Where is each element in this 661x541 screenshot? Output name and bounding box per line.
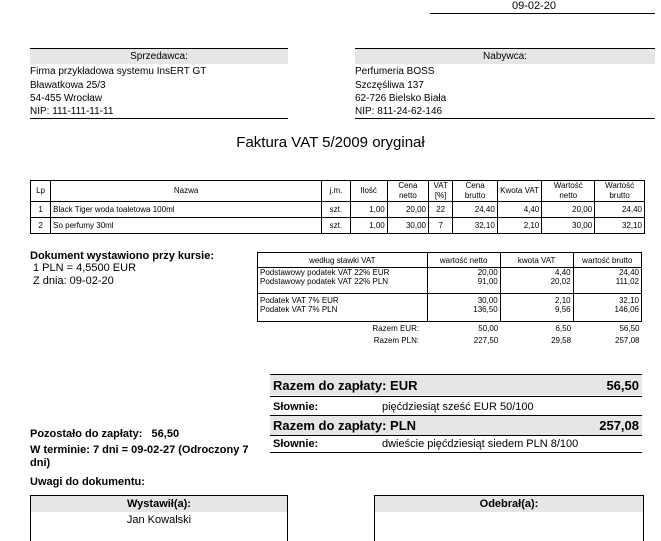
- remarks-label: Uwagi do dokumentu:: [30, 476, 145, 488]
- cell-lp: 1: [31, 202, 51, 218]
- received-by-heading: Odebrał(a):: [375, 496, 643, 512]
- cell-cena-brutto: 32,10: [453, 218, 497, 234]
- vat-cell-kwota: 20,02: [500, 277, 573, 294]
- vat-total-label: Razem PLN:: [373, 336, 420, 345]
- vat-cell-brutto: 111,02: [573, 277, 641, 294]
- vat-cell-kwota: 4,40: [500, 268, 573, 278]
- cell-jm: szt.: [322, 202, 351, 218]
- cell-vat: 22: [429, 202, 453, 218]
- vat-total-netto: 50,00: [478, 324, 499, 333]
- seller-block: [30, 48, 288, 119]
- cell-cena-netto: 30,00: [387, 218, 428, 234]
- vat-cell-brutto: 24,40: [573, 268, 641, 278]
- vat-total-kwota: 29,58: [551, 336, 572, 345]
- buyer-bottom-rule: [355, 118, 655, 119]
- vat-col-brutto: wartość brutto: [573, 253, 641, 268]
- cell-jm: szt.: [322, 218, 351, 234]
- exchange-block: [30, 250, 255, 288]
- seller-nip: NIP: 111-111-11-11: [30, 106, 114, 117]
- document-date: 09-02-20: [512, 0, 557, 12]
- vat-cell-brutto: 146,06: [573, 305, 641, 322]
- col-ilosc: Ilość: [350, 181, 387, 202]
- due-eur-words: pięćdziesiąt sześć EUR 50/100: [382, 401, 534, 413]
- vat-total-netto: 227,50: [473, 336, 499, 345]
- vat-col-netto: wartość netto: [427, 253, 500, 268]
- cell-ilosc: 1,00: [350, 218, 387, 234]
- items-header-row: [31, 181, 645, 202]
- table-row: [31, 218, 645, 234]
- vat-cell-netto: 91,00: [427, 277, 500, 294]
- remaining-amount: 56,50: [151, 428, 180, 440]
- due-bottom-rule: [270, 452, 642, 453]
- cell-wartosc-brutto: 32,10: [595, 218, 645, 234]
- buyer-heading: Nabywca:: [355, 48, 655, 64]
- seller-city: 54-455 Wrocław: [30, 93, 103, 104]
- vat-total-row: [258, 322, 642, 334]
- cell-cena-netto: 20,00: [387, 202, 428, 218]
- buyer-city: 62-726 Bielsko Biała: [355, 93, 447, 104]
- seller-street: Bławatkowa 25/3: [30, 80, 106, 91]
- cell-nazwa: Black Tiger woda toaletowa 100ml: [51, 202, 322, 218]
- cell-kwota-vat: 2,10: [497, 218, 541, 234]
- buyer-nip: NIP: 811-24-62-146: [355, 106, 443, 117]
- col-kwota-vat: Kwota VAT: [497, 181, 541, 202]
- invoice-title: Faktura VAT 5/2009 oryginał: [236, 134, 425, 151]
- due-pln-words-label: Słownie:: [273, 438, 319, 450]
- vat-total-row: [258, 333, 642, 345]
- vat-header-row: [258, 253, 642, 268]
- col-cena-brutto: Cena brutto: [453, 181, 497, 202]
- due-pln-label: Razem do zapłaty: PLN: [273, 418, 417, 433]
- cell-wartosc-brutto: 24,40: [595, 202, 645, 218]
- exchange-heading: Dokument wystawiono przy kursie:: [30, 250, 214, 262]
- issued-by-name: Jan Kowalski: [126, 514, 192, 526]
- vat-summary-table: [257, 252, 642, 345]
- due-eur-words-row: [270, 396, 642, 415]
- vat-col-kwota: kwota VAT: [500, 253, 573, 268]
- vat-cell-rate: Podatek VAT 7% PLN: [258, 305, 428, 322]
- vat-cell-kwota: 2,10: [500, 294, 573, 306]
- vat-cell-rate: Podatek VAT 7% EUR: [258, 294, 428, 306]
- col-nazwa: Nazwa: [51, 181, 322, 202]
- due-eur-bar: [270, 374, 642, 395]
- remaining-label: Pozostało do zapłaty:: [30, 428, 143, 440]
- vat-total-brutto: 257,08: [615, 336, 640, 345]
- vat-cell-rate: Podstawowy podatek VAT 22% PLN: [258, 277, 428, 294]
- vat-cell-rate: Podstawowy podatek VAT 22% EUR: [258, 268, 428, 278]
- exchange-date: Z dnia: 09-02-20: [33, 275, 114, 287]
- buyer-street: Szczęśliwa 137: [355, 80, 424, 91]
- exchange-rate: 1 PLN = 4,5500 EUR: [33, 262, 137, 274]
- due-eur-amount: 56,50: [606, 378, 639, 393]
- vat-total-kwota: 6,50: [555, 324, 572, 333]
- buyer-name: Perfumeria BOSS: [355, 66, 435, 77]
- col-jm: j.m.: [322, 181, 351, 202]
- table-row: [258, 268, 642, 278]
- due-eur-label: Razem do zapłaty: EUR: [273, 378, 418, 393]
- vat-cell-netto: 20,00: [427, 268, 500, 278]
- seller-bottom-rule: [30, 118, 288, 119]
- col-lp: Lp: [31, 181, 51, 202]
- cell-cena-brutto: 24,40: [453, 202, 497, 218]
- vat-col-rate: według stawki VAT: [258, 253, 428, 268]
- buyer-block: [355, 48, 655, 119]
- received-by-box: [374, 495, 644, 541]
- vat-total-brutto: 56,50: [619, 324, 640, 333]
- seller-name: Firma przykładowa systemu InsERT GT: [30, 66, 207, 77]
- seller-heading: Sprzedawca:: [30, 48, 288, 64]
- due-pln-words: dwieście pięćdziesiąt siedem PLN 8/100: [382, 438, 579, 450]
- items-table: [30, 180, 645, 234]
- cell-wartosc-netto: 20,00: [542, 202, 595, 218]
- cell-ilosc: 1,00: [350, 202, 387, 218]
- issued-by-box: [30, 495, 288, 541]
- table-row: [258, 305, 642, 322]
- vat-cell-brutto: 32,10: [573, 294, 641, 306]
- vat-cell-netto: 136,50: [427, 305, 500, 322]
- col-vat: VAT [%]: [429, 181, 453, 202]
- col-wartosc-netto: Wartość netto: [542, 181, 595, 202]
- due-eur-words-label: Słownie:: [273, 401, 319, 413]
- col-cena-netto: Cena netto: [387, 181, 428, 202]
- table-row: [31, 202, 645, 218]
- cell-wartosc-netto: 30,00: [542, 218, 595, 234]
- issued-by-heading: Wystawił(a):: [31, 496, 287, 512]
- cell-lp: 2: [31, 218, 51, 234]
- col-wartosc-brutto: Wartość brutto: [595, 181, 645, 202]
- vat-total-label: Razem EUR:: [372, 324, 420, 333]
- table-row: [258, 277, 642, 294]
- vat-cell-netto: 30,00: [427, 294, 500, 306]
- payment-term: W terminie: 7 dni = 09-02-27 (Odroczony 7 dni): [30, 444, 249, 469]
- due-pln-amount: 257,08: [599, 418, 639, 433]
- top-rule: [430, 13, 655, 14]
- cell-kwota-vat: 4,40: [497, 202, 541, 218]
- table-row: [258, 294, 642, 306]
- vat-cell-kwota: 9,56: [500, 305, 573, 322]
- remaining-row: [30, 428, 179, 440]
- due-pln-words-row: [270, 435, 642, 453]
- cell-vat: 7: [429, 218, 453, 234]
- due-pln-bar: [270, 415, 642, 435]
- cell-nazwa: So perfumy 30ml: [51, 218, 322, 234]
